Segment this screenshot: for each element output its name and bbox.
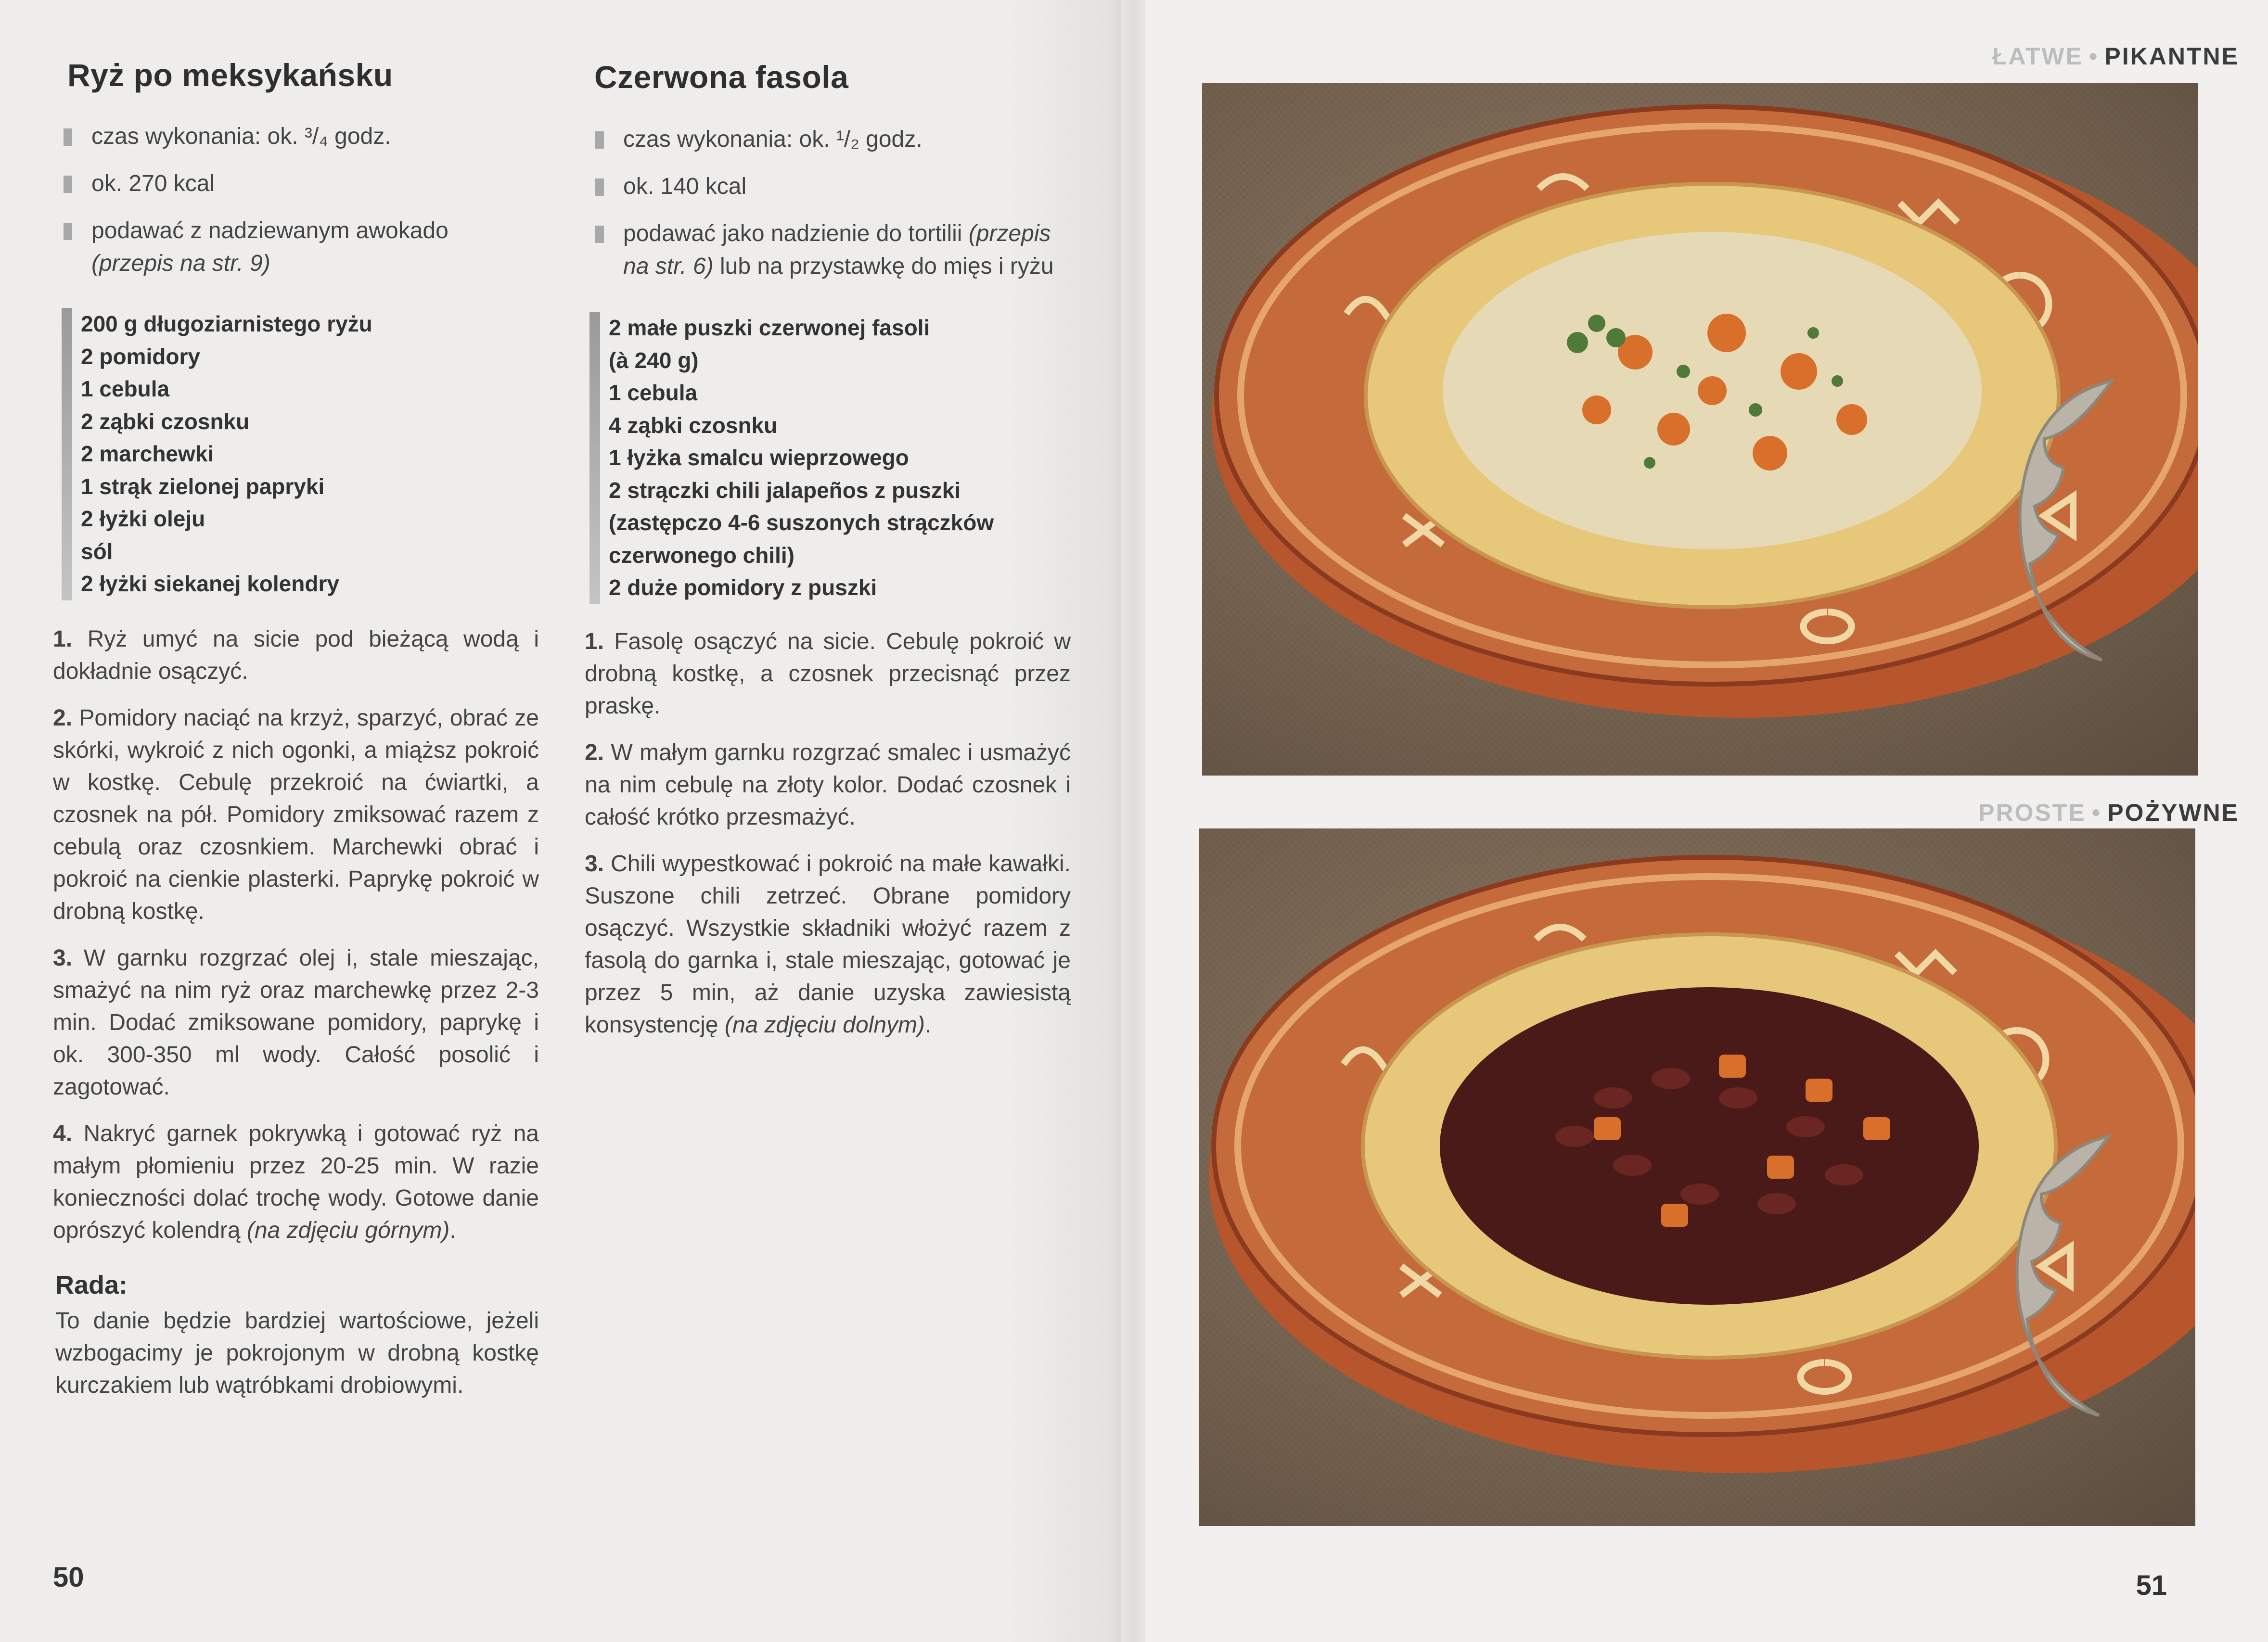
list-item: 4 ząbki czosnku <box>609 412 778 438</box>
meta-serving: podawać z nadziewanym awokado (przepis na str. 9) <box>53 215 539 280</box>
left-page <box>0 0 1121 1642</box>
photo-top-tags: ŁATWE • PIKANTNE <box>1992 43 2239 70</box>
list-item: 1 strąk zielonej papryki <box>81 473 325 499</box>
ingredient-list <box>62 308 562 600</box>
ingredient-bar <box>62 308 72 600</box>
list-item: 2 strączki chili jalapeños z puszki <box>609 477 961 503</box>
step-2: 2. W małym garnku rozgrzać smalec i usmażyć na nim cebulę na złoty kolor. Dodać czosnek i całość krótko przesmażyć. <box>585 740 1071 830</box>
meta-kcal: ok. 270 kcal <box>53 167 539 200</box>
ingredient-bar <box>589 312 600 604</box>
rice-plate-illustration <box>1202 83 2198 776</box>
meta-serving: podawać jako nadzienie do tortilii (przepis na str. 6) lub na przystawkę do mięs i ryżu <box>585 217 1071 283</box>
meta-time: czas wykonania: ok. ³/₄ godz. <box>53 120 539 153</box>
list-item: 1 łyżka smalcu wieprzowego <box>609 445 909 470</box>
list-item: (zastępczo 4-6 suszonych strączków <box>609 510 994 535</box>
bullet-square-icon <box>64 176 72 193</box>
bean-mound <box>1440 987 1979 1305</box>
bullet-square-icon <box>64 128 72 146</box>
bullet-square-icon <box>595 178 604 196</box>
page-number: 50 <box>53 1562 84 1593</box>
step-3: 3. W garnku rozgrzać olej i, stale mieszając, smażyć na nim ryż oraz marchewkę przez 2-3 min. Dodać zmiksowane pomidory, paprykę i ok. 300-350 ml wody. Całość posolić i zagotować. <box>53 945 539 1100</box>
photo-bottom-tags: PROSTE • POŻYWNE <box>1978 799 2239 826</box>
recipe-steps <box>53 623 539 1261</box>
right-page <box>1145 0 2268 1642</box>
list-item: 2 pomidory <box>81 344 200 369</box>
page-number: 51 <box>2136 1570 2167 1601</box>
list-item: (à 240 g) <box>609 347 699 373</box>
list-item: 1 cebula <box>81 376 170 401</box>
ingredient-list <box>589 312 1090 604</box>
list-item: 2 duże pomidory z puszki <box>609 575 877 600</box>
list-item: czerwonego chili) <box>609 542 794 568</box>
photo-beans-dish <box>1199 828 2195 1526</box>
recipe-meta <box>53 120 539 294</box>
bullet-square-icon <box>595 226 604 243</box>
list-item: 1 cebula <box>609 380 698 405</box>
list-item: 2 marchewki <box>81 441 214 466</box>
step-2: 2. Pomidory naciąć na krzyż, sparzyć, obrać ze skórki, wykroić z nich ogonki, a miąższ pokroić w kostkę. Cebulę przekroić na ćwiartki, a czosnek na pół. Pomidory zmiksować razem z cebulą oraz czosnkiem. Marchewki obrać i pokroić na cienkie plasterki. Paprykę pokroić w drobną kostkę. <box>53 705 539 924</box>
list-item: 2 łyżki oleju <box>81 506 205 531</box>
list-item: 200 g długoziarnistego ryżu <box>81 311 372 336</box>
list-item: 2 małe puszki czerwonej fasoli <box>609 315 930 340</box>
photo-rice-dish <box>1202 83 2198 776</box>
recipe-title: Ryż po meksykańsku <box>67 57 393 93</box>
list-item: 2 ząbki czosnku <box>81 408 250 434</box>
step-4: 4. Nakryć garnek pokrywką i gotować ryż na małym płomieniu przez 20-25 min. W razie konieczności dolać trochę wody. Gotowe danie oprószyć kolendrą (na zdjęciu górnym). <box>53 1121 539 1243</box>
list-item: 2 łyżki siekanej kolendry <box>81 571 339 596</box>
meta-kcal: ok. 140 kcal <box>585 170 1071 203</box>
step-3: 3. Chili wypestkować i pokroić na małe kawałki. Suszone chili zetrzeć. Obrane pomidory osączyć. Wszystkie składniki włożyć razem z fasolą do garnka i, stale mieszając, gotować je przez 5 min, aż danie uzyska zawiesistą konsystencję (na zdjęciu dolnym). <box>585 851 1071 1038</box>
step-1: 1. Fasolę osączyć na sicie. Cebulę pokroić w drobną kostkę, a czosnek przecisnąć przez praskę. <box>585 629 1071 719</box>
list-item: sól <box>81 538 113 564</box>
recipe-meta <box>585 123 1071 297</box>
recipe-title: Czerwona fasola <box>594 59 849 95</box>
bullet-square-icon <box>595 131 604 149</box>
tip-title: Rada: <box>55 1271 128 1299</box>
beans-plate-illustration <box>1199 828 2195 1526</box>
tip-text: To danie będzie bardziej wartościowe, jeżeli wzbogacimy je pokrojonym w drobną kostkę kurczakiem lub wątróbkami drobiowymi. <box>55 1308 539 1398</box>
recipe-steps <box>585 625 1071 1056</box>
step-1: 1. Ryż umyć na sicie pod bieżącą wodą i dokładnie osączyć. <box>53 626 539 684</box>
meta-time: czas wykonania: ok. ¹/₂ godz. <box>585 123 1071 156</box>
bullet-square-icon <box>64 223 72 240</box>
